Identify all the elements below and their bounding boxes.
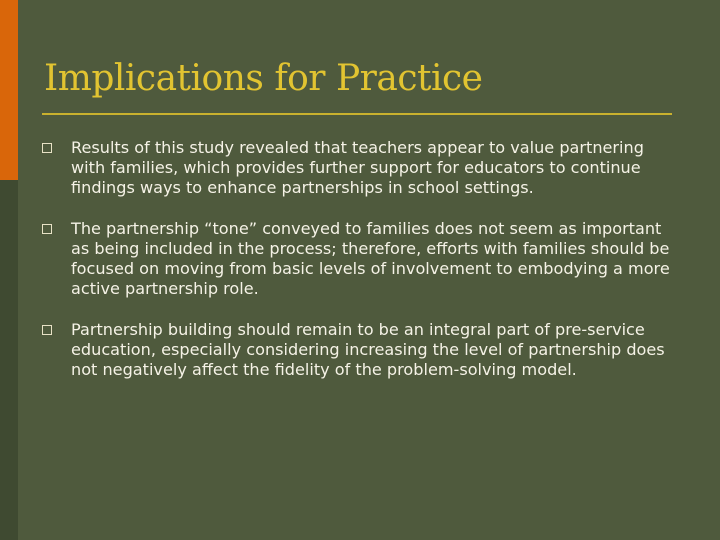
bullet-text: Results of this study revealed that teachers appear to value partnering with families, which provides further support for educators to continue findings ways to enhance partnerships in school settings. <box>71 138 644 197</box>
left-accent-stripe <box>0 0 18 180</box>
square-bullet-icon <box>42 143 52 153</box>
bullet-item <box>42 138 678 198</box>
bullet-list <box>42 138 678 401</box>
bullet-item <box>42 320 678 380</box>
bullet-text: The partnership “tone” conveyed to families does not seem as important as being included in the process; therefore, efforts with families should be focused on moving from basic levels of involvement to embodying a more active partnership role. <box>71 219 670 298</box>
title-underline <box>42 113 672 115</box>
square-bullet-icon <box>42 224 52 234</box>
left-decorative-bar <box>0 0 18 540</box>
square-bullet-icon <box>42 325 52 335</box>
bullet-item <box>42 219 678 299</box>
bullet-text: Partnership building should remain to be an integral part of pre-service education, especially considering increasing the level of partnership does not negatively affect the fidelity of the problem-solving model. <box>71 320 665 379</box>
slide-title: Implications for Practice <box>44 58 483 99</box>
